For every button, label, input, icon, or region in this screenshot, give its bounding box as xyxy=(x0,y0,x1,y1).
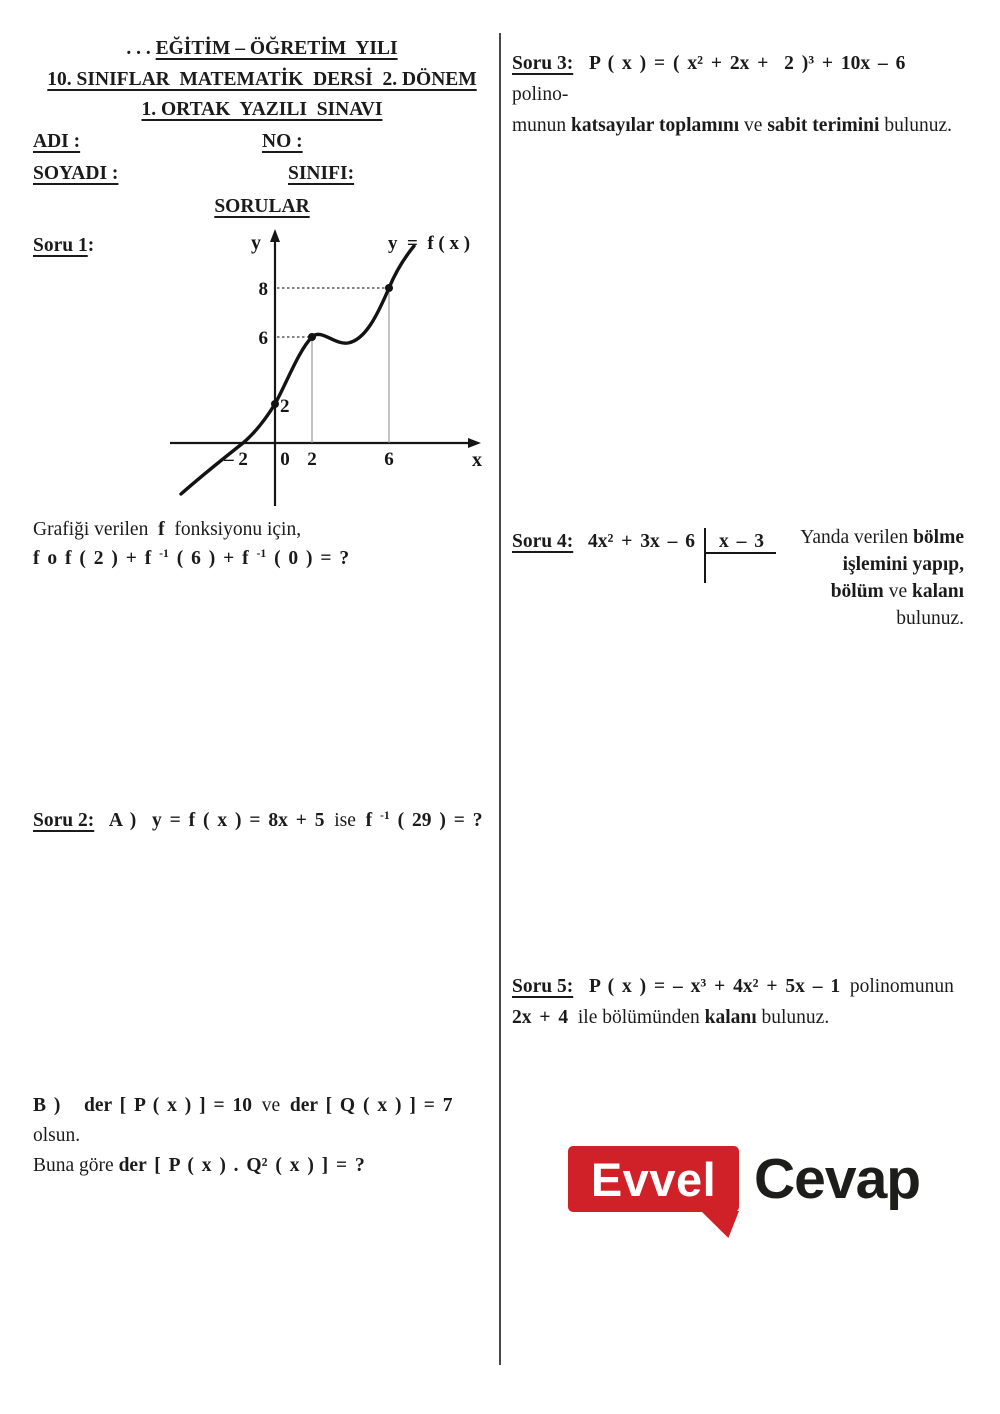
question-1-label: Soru 1: xyxy=(33,235,95,256)
question-4-note-line3: bölüm ve kalanı xyxy=(830,581,964,602)
question-4-label-wrap xyxy=(512,526,573,557)
question-5-label: Soru 5: xyxy=(512,976,574,997)
division-divisor: x – 3 xyxy=(719,531,764,552)
header-line-year xyxy=(28,34,496,65)
header-line-course: 10. SINIFLAR MATEMATİK DERSİ 2. DÖNEM xyxy=(47,68,477,90)
function-graph xyxy=(148,226,493,518)
question-5-line1: Soru 5: P ( x ) = – x³ + 4x² + 5x – 1 polinomunun xyxy=(512,976,954,997)
data-point-0-2 xyxy=(271,400,279,408)
question-4-note-line1: Yanda verilen bölme xyxy=(800,527,964,548)
header-line-exam: 1. ORTAK YAZILI SINAVI xyxy=(141,99,383,120)
question-5 xyxy=(512,971,968,1033)
data-point-6-8 xyxy=(385,284,393,292)
logo-speech-tail-icon xyxy=(701,1211,739,1238)
y-axis-arrow-icon xyxy=(270,229,280,242)
data-point-2-6 xyxy=(308,333,316,341)
field-number-label: NO : xyxy=(262,131,303,152)
question-4-note xyxy=(760,524,964,632)
question-4-label: Soru 4: xyxy=(512,531,574,552)
logo-speech-bubble xyxy=(568,1146,739,1212)
question-1-body xyxy=(33,516,495,573)
question-2-b-line2: Buna göre der [ P ( x ) . Q² ( x ) ] = ? xyxy=(33,1155,365,1176)
x-axis-arrow-icon xyxy=(468,438,481,448)
question-4-note-line2: işlemini yapıp, xyxy=(842,554,964,575)
question-2-b-line1: B ) der [ P ( x ) ] = 10 ve der [ Q ( x ) ] = 7 olsun. xyxy=(33,1095,463,1146)
question-1-caption: Grafiği verilen f fonksiyonu için, xyxy=(33,519,302,540)
logo-cevap-text: Cevap xyxy=(754,1147,921,1211)
question-4-note-line4: bulunuz. xyxy=(896,608,964,629)
question-3-line2: munun katsayılar toplamını ve sabit terimini bulunuz. xyxy=(512,115,953,136)
question-5-line2: 2x + 4 ile bölümünden kalanı bulunuz. xyxy=(512,1007,830,1028)
question-2-label: Soru 2: xyxy=(33,810,95,831)
x-tick-neg2: – 2 xyxy=(224,449,248,470)
question-3-label: Soru 3: xyxy=(512,53,574,74)
logo-evvel-text: Evvel xyxy=(590,1152,717,1206)
division-dividend: 4x² + 3x – 6 xyxy=(588,531,695,552)
question-1-expression: f o f ( 2 ) + f $^{-1}$ ( 6 ) + f $^{-1}$ ( 0 ) = ? xyxy=(33,546,350,569)
field-name-label: ADI : xyxy=(33,131,81,152)
x-tick-2: 2 xyxy=(307,449,317,470)
curve-label: y = f ( x ) xyxy=(388,233,471,254)
x-tick-0: 0 xyxy=(280,449,290,470)
y-axis-label: y xyxy=(251,232,261,254)
questions-heading: SORULAR xyxy=(214,196,310,217)
exam-header xyxy=(28,34,496,126)
division-bracket-vertical xyxy=(704,528,706,583)
y-tick-8: 8 xyxy=(258,279,268,300)
header-dots: . . . xyxy=(126,38,156,59)
field-surname-label: SOYADI : xyxy=(33,163,119,184)
y-tick-2: 2 xyxy=(280,396,290,417)
header-year-title: EĞİTİM – ÖĞRETİM YILI xyxy=(155,38,398,59)
x-tick-6: 6 xyxy=(384,449,394,470)
column-divider xyxy=(499,33,501,1365)
field-class-label: SINIFI: xyxy=(288,163,355,184)
question-3-line1: Soru 3: P ( x ) = ( x² + 2x + 2 )³ + 10x – 6 polino- xyxy=(512,53,916,105)
y-tick-6: 6 xyxy=(258,328,268,349)
question-2-part-b xyxy=(33,1091,495,1181)
evvelcevap-logo xyxy=(568,1146,968,1256)
question-3 xyxy=(512,48,968,141)
question-2-part-a: Soru 2: A ) y = f ( x ) = 8x + 5 ise f $^{-1}$ ( 29 ) = ? xyxy=(33,809,483,831)
x-axis-label: x xyxy=(472,449,482,471)
function-curve xyxy=(181,246,414,494)
